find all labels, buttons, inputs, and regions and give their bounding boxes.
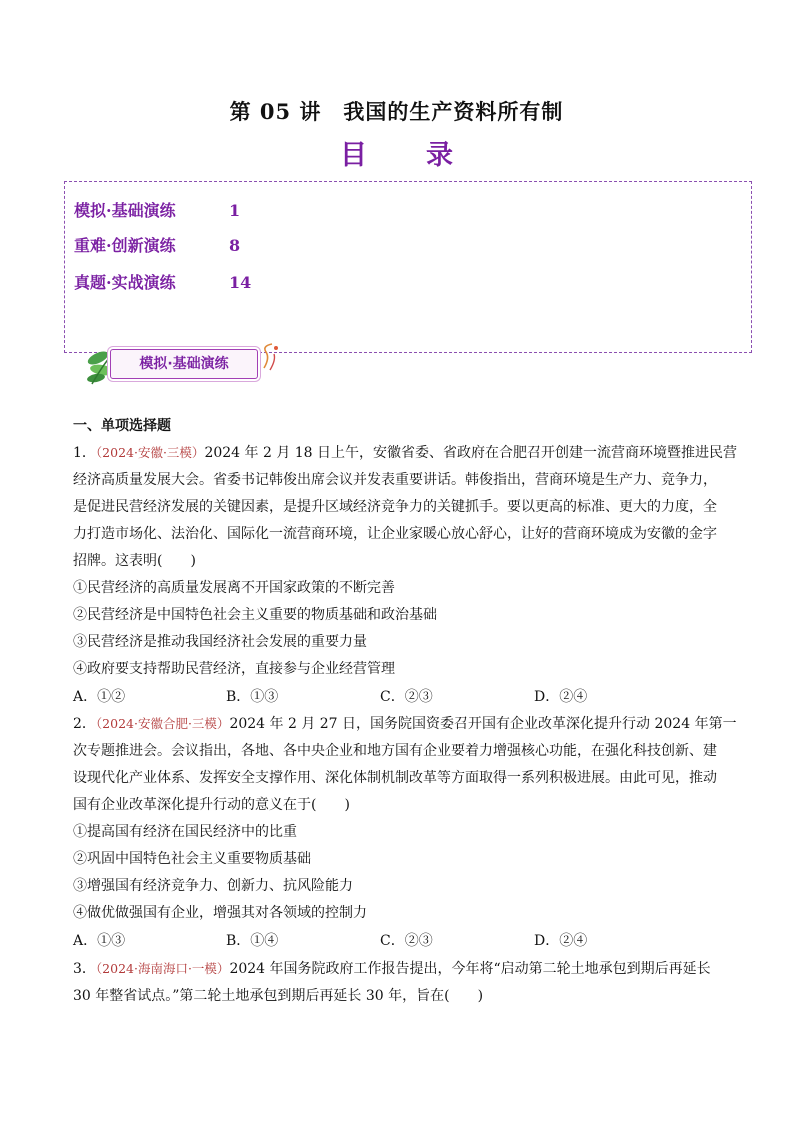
question-text: 国有企业改革深化提升行动的意义在于( ) (73, 797, 350, 813)
question-text: 2024 年国务院政府工作报告提出，今年将“启动第二轮土地承包到期后再延长 (229, 961, 711, 977)
question-text: 次专题推进会。会议指出，各地、各中央企业和地方国有企业要着力增强核心功能，在强化科技创新、建 (73, 743, 717, 759)
question-number: 1． (73, 445, 96, 461)
toc-item[interactable] (74, 198, 240, 221)
option-d[interactable]: D．②④ (534, 689, 588, 705)
section-badge-box (110, 349, 258, 379)
option-a[interactable]: A．①② (73, 689, 126, 705)
option-d[interactable]: D．②④ (534, 933, 588, 949)
question-source: （2024·安徽·三模） (95, 445, 205, 460)
statement: ④做优做强国有企业，增强其对各领域的控制力 (73, 905, 367, 921)
question-text: 2024 年 2 月 27 日，国务院国资委召开国有企业改革深化提升行动 2024 年第一 (229, 716, 737, 732)
toc-box (64, 181, 752, 353)
toc-item-page: 14 (229, 273, 252, 292)
toc-item-label: 重难·创新演练 (74, 236, 176, 255)
swirl-icon (260, 342, 282, 372)
question-text: 经济高质量发展大会。省委书记韩俊出席会议并发表重要讲话。韩俊指出，营商环境是生产力、竞争力， (73, 472, 717, 488)
question-2-line (73, 714, 737, 734)
question-text: 招牌。这表明( ) (73, 553, 196, 569)
statement: ④政府要支持帮助民营经济，直接参与企业经营管理 (73, 661, 395, 677)
question-text: 30 年整省试点。”第二轮土地承包到期后再延长 30 年，旨在( ) (73, 988, 484, 1004)
statement: ③民营经济是推动我国经济社会发展的重要力量 (73, 634, 367, 650)
statement: ③增强国有经济竞争力、创新力、抗风险能力 (73, 878, 353, 894)
document-title: 第 05 讲 我国的生产资料所有制 (229, 99, 564, 124)
option-c[interactable]: C．②③ (380, 689, 433, 705)
statement: ①民营经济的高质量发展离不开国家政策的不断完善 (73, 580, 395, 596)
option-c[interactable]: C．②③ (380, 933, 433, 949)
section-badge-label: 模拟·基础演练 (139, 356, 229, 372)
question-source: （2024·海南海口·一模） (95, 961, 230, 976)
question-text: 设现代化产业体系、发挥安全支撑作用、深化体制机制改革等方面取得一系列积极进展。由此可见，推动 (73, 770, 717, 786)
option-b[interactable]: B．①④ (226, 933, 279, 949)
question-3-line (73, 959, 723, 979)
section-badge (84, 342, 280, 386)
toc-item[interactable] (74, 270, 251, 293)
toc-item-page: 8 (229, 236, 241, 255)
question-source: （2024·安徽合肥·三模） (95, 716, 230, 731)
question-text: 力打造市场化、法治化、国际化一流营商环境，让企业家暖心放心舒心，让好的营商环境成为安徽的金字 (73, 526, 717, 542)
toc-title: 目 录 (340, 140, 469, 171)
question-text: 2024 年 2 月 18 日上午，安徽省委、省政府在合肥召开创建一流营商环境暨推进民营 (204, 445, 738, 461)
question-1-line (73, 443, 738, 463)
question-number: 3． (73, 961, 96, 977)
toc-item-label: 真题·实战演练 (74, 273, 176, 292)
question-text: 是促进民营经济发展的关键因素，是提升区域经济竞争力的关键抓手。要以更高的标准、更大的力度，全 (73, 499, 717, 515)
statement: ②巩固中国特色社会主义重要物质基础 (73, 851, 311, 867)
option-a[interactable]: A．①③ (73, 933, 126, 949)
toc-item[interactable] (74, 233, 240, 256)
toc-item-label: 模拟·基础演练 (74, 201, 176, 220)
question-number: 2． (73, 716, 96, 732)
statement: ②民营经济是中国特色社会主义重要的物质基础和政治基础 (73, 607, 437, 623)
statement: ①提高国有经济在国民经济中的比重 (73, 824, 297, 840)
toc-item-page: 1 (229, 201, 241, 220)
option-b[interactable]: B．①③ (226, 689, 279, 705)
section-heading: 一、单项选择题 (73, 418, 171, 434)
